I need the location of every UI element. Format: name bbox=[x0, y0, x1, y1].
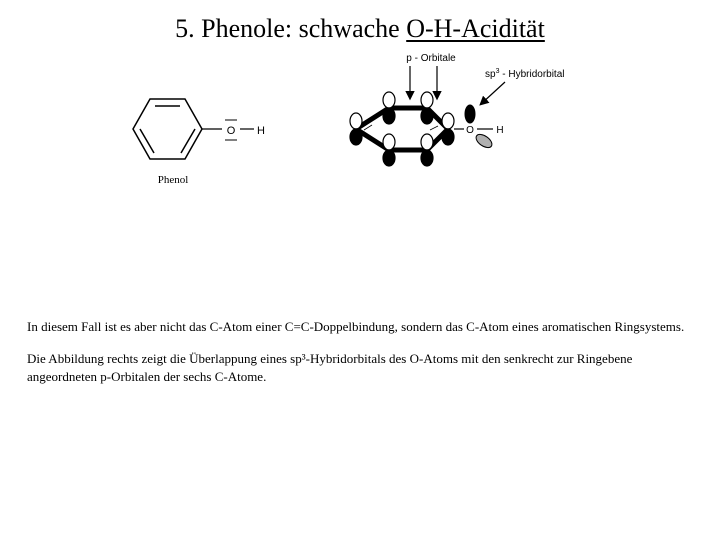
title-underlined: O-H-Acidität bbox=[406, 14, 545, 43]
orbital-oxygen-label: O bbox=[466, 125, 474, 136]
benzene-ring bbox=[133, 99, 202, 159]
sp3-hybrid-label bbox=[485, 68, 565, 80]
sp3-lobe-lower bbox=[474, 132, 494, 151]
sp3-label-suffix: - Hybridorbital bbox=[499, 69, 565, 80]
paragraph-1: In diesem Fall ist es aber nicht das C-Atom einer C=C-Doppelbindung, sondern das C-Atom eines aromatischen Ringsystems. bbox=[27, 319, 685, 334]
phenol-hydrogen-label: H bbox=[257, 125, 265, 137]
sp3-label-prefix: sp bbox=[485, 69, 496, 80]
sp3-arrow bbox=[481, 82, 505, 104]
ring-sigma-bonds bbox=[356, 108, 448, 150]
orbital-hydrogen-label: H bbox=[496, 125, 504, 136]
paragraph-2: Die Abbildung rechts zeigt die Überlappung eines sp³-Hybridorbitals des O-Atoms mit den senkrecht zur Ringebene angeordneten p-Orbitalen der sechs C-Atome. bbox=[27, 351, 633, 384]
title-prefix: 5. Phenole: schwache bbox=[175, 14, 407, 43]
phenol-caption: Phenol bbox=[157, 174, 189, 186]
phenol-structure bbox=[133, 99, 265, 186]
sp3-label-superscript: 3 bbox=[495, 68, 500, 75]
inner-bond-hints bbox=[364, 125, 438, 130]
p-orbital-label: p - Orbitale bbox=[406, 53, 456, 64]
orbital-diagram bbox=[350, 53, 565, 166]
body-text bbox=[27, 318, 692, 386]
phenol-oxygen-label: O bbox=[226, 125, 236, 137]
sp3-lobe-upper bbox=[465, 105, 475, 123]
p-orbital-c1 bbox=[442, 113, 454, 145]
